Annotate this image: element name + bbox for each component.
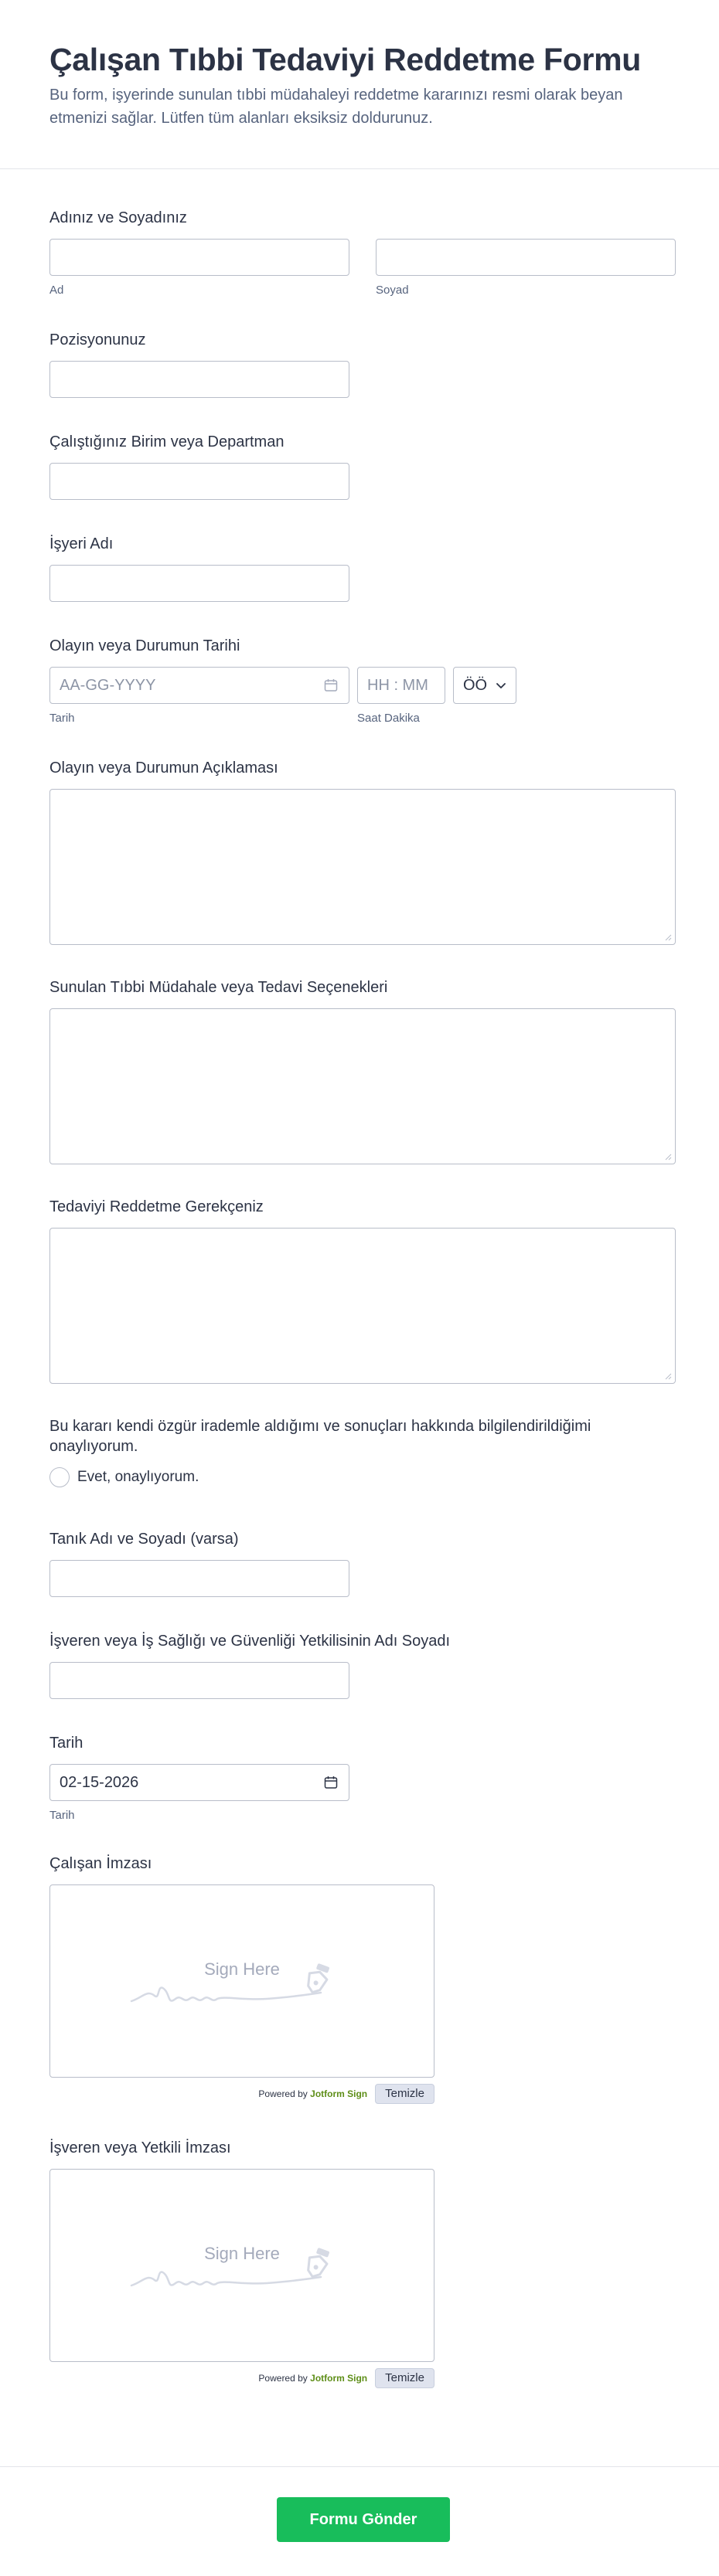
witness-input[interactable] [49,1560,349,1597]
sign-here-placeholder: Sign Here [204,1959,280,1979]
refusal-reason-textarea[interactable] [49,1228,676,1384]
employee-signature-footer [49,2084,434,2104]
form-subtitle: Bu form, işyerinde sunulan tıbbi müdahaleyi reddetme kararınızı resmi olarak beyan etmenizi sağlar. Lütfen tüm alanları eksiksiz doldurunuz. [49,87,623,127]
incident-date-label: Olayın veya Durumun Tarihi [49,637,240,654]
position-label: Pozisyonunuz [49,331,146,348]
employer-rep-input[interactable] [49,1662,349,1699]
workplace-input[interactable] [49,565,349,602]
incident-date-field [49,636,670,726]
date-picker[interactable] [49,1764,349,1801]
form-title: Çalışan Tıbbi Tedaviyi Reddetme Formu [49,42,642,77]
date-input[interactable]: 02-15-2026 [49,1764,349,1801]
refusal-reason-field [49,1197,670,1384]
date-field [49,1733,670,1823]
consent-label: Bu kararı kendi özgür irademle aldığımı ve sonuçları hakkında bilgilendirildiğimi onaylıyorum. [49,1418,591,1455]
employee-signature-clear-button[interactable]: Temizle [375,2084,434,2104]
position-input[interactable] [49,361,349,398]
consent-radio[interactable] [49,1467,70,1487]
employer-signature-pad[interactable] [49,2169,434,2362]
witness-field [49,1529,670,1597]
resize-grip-icon[interactable] [664,1153,672,1161]
employer-signature-label: İşveren veya Yetkili İmzası [49,2139,231,2156]
incident-date-sublabel: Tarih [49,712,75,725]
form-footer [0,2466,719,2576]
powered-by-text [258,2373,367,2384]
incident-date-picker[interactable] [49,667,349,704]
consent-option[interactable] [49,1467,670,1487]
consent-field [49,1416,670,1487]
ampm-select[interactable] [453,667,516,704]
employee-signature-label: Çalışan İmzası [49,1855,152,1872]
incident-description-field [49,758,670,945]
form-header [0,0,719,169]
powered-by-prefix: Powered by [258,2373,308,2384]
incident-date-input[interactable]: AA-GG-YYYY [49,667,349,704]
calendar-icon[interactable] [323,1775,339,1790]
sign-here-placeholder: Sign Here [204,2244,280,2263]
name-label: Adınız ve Soyadınız [49,209,187,226]
workplace-label: İşyeri Adı [49,535,114,552]
signature-pen-icon [128,2243,360,2297]
powered-by-text [258,2088,367,2099]
powered-by-prefix: Powered by [258,2088,308,2099]
employer-signature-footer [49,2368,434,2388]
department-field [49,432,670,500]
employer-signature-field [49,2138,670,2388]
incident-time-sublabel: Saat Dakika [357,712,420,725]
offered-treatment-field [49,977,670,1164]
date-sublabel: Tarih [49,1809,75,1822]
incident-description-textarea[interactable] [49,789,676,945]
jotform-sign-brand: Jotform Sign [310,2088,368,2099]
refusal-reason-label: Tedaviyi Reddetme Gerekçeniz [49,1198,264,1215]
jotform-sign-brand: Jotform Sign [310,2373,368,2384]
first-name-sublabel: Ad [49,284,64,297]
offered-treatment-label: Sunulan Tıbbi Müdahale veya Tedavi Seçenekleri [49,979,388,996]
ampm-value: ÖÖ [463,676,488,694]
offered-treatment-textarea[interactable] [49,1008,676,1164]
form-body [0,208,719,2388]
incident-time-input[interactable]: HH : MM [357,667,445,704]
submit-button[interactable]: Formu Gönder [277,2497,450,2542]
employee-signature-pad[interactable] [49,1884,434,2078]
witness-label: Tanık Adı ve Soyadı (varsa) [49,1531,239,1548]
department-input[interactable] [49,463,349,500]
department-label: Çalıştığınız Birim veya Departman [49,433,285,450]
last-name-input[interactable] [376,239,676,276]
employer-rep-field [49,1631,670,1699]
employee-signature-field [49,1854,670,2104]
name-field [49,208,670,297]
resize-grip-icon[interactable] [664,1372,672,1380]
date-label: Tarih [49,1735,83,1752]
employer-rep-label: İşveren veya İş Sağlığı ve Güvenliği Yetkilisinin Adı Soyadı [49,1633,451,1650]
resize-grip-icon[interactable] [664,933,672,941]
incident-description-label: Olayın veya Durumun Açıklaması [49,760,278,777]
calendar-icon[interactable] [323,678,339,693]
first-name-input[interactable] [49,239,349,276]
consent-option-label[interactable]: Evet, onaylıyorum. [77,1469,199,1485]
workplace-field [49,534,670,602]
chevron-down-icon [495,679,507,692]
position-field [49,330,670,398]
signature-pen-icon [128,1959,360,2013]
employer-signature-clear-button[interactable]: Temizle [375,2368,434,2388]
last-name-sublabel: Soyad [376,284,409,297]
